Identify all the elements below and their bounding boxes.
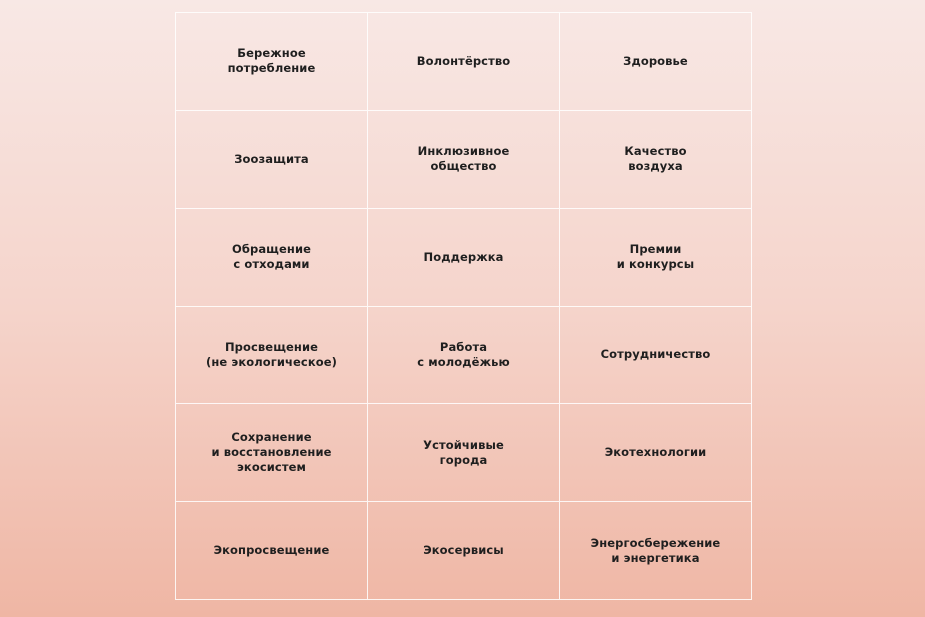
category-label: Волонтёрство: [416, 53, 511, 68]
category-grid: [175, 12, 752, 600]
category-cell-zdorovie: [560, 13, 752, 111]
category-cell-obrashchenie-s-otkhodami: [176, 209, 368, 307]
category-label: Зоозащита: [234, 151, 309, 166]
category-label: Инклюзивное общество: [417, 144, 510, 174]
category-cell-ustoichivye-goroda: [368, 404, 560, 502]
category-label: Бережное потребление: [227, 46, 316, 76]
category-cell-energosberezhenie: [560, 502, 752, 600]
category-label: Поддержка: [423, 249, 504, 264]
category-label: Качество воздуха: [624, 144, 687, 174]
category-cell-volonterstvo: [368, 13, 560, 111]
category-label: Просвещение (не экологическое): [206, 339, 337, 369]
category-label: Экопросвещение: [213, 543, 330, 558]
category-cell-ekoprosveshchenie: [176, 502, 368, 600]
category-cell-sokhranenie-ekosistem: [176, 404, 368, 502]
category-label: Экосервисы: [423, 543, 504, 558]
category-cell-sotrudnichestvo: [560, 307, 752, 405]
category-label: Энергосбережение и энергетика: [590, 535, 721, 565]
category-cell-zoozashchita: [176, 111, 368, 209]
category-cell-rabota-s-molodezhyu: [368, 307, 560, 405]
category-label: Премии и конкурсы: [616, 242, 695, 272]
category-label: Сохранение и восстановление экосистем: [211, 430, 332, 475]
category-cell-premii-i-konkursy: [560, 209, 752, 307]
category-cell-inklyuzivnoe-obshchestvo: [368, 111, 560, 209]
category-label: Работа с молодёжью: [417, 339, 510, 369]
category-label: Экотехнологии: [604, 445, 707, 460]
category-cell-prosveshchenie: [176, 307, 368, 405]
category-cell-ekotekhnologii: [560, 404, 752, 502]
category-cell-ekoservisy: [368, 502, 560, 600]
category-cell-kachestvo-vozdukha: [560, 111, 752, 209]
category-label: Обращение с отходами: [231, 242, 311, 272]
category-label: Сотрудничество: [600, 347, 711, 362]
category-label: Здоровье: [623, 53, 688, 68]
category-cell-berezhnoe-potreblenie: [176, 13, 368, 111]
category-label: Устойчивые города: [423, 437, 504, 467]
category-cell-podderzhka: [368, 209, 560, 307]
